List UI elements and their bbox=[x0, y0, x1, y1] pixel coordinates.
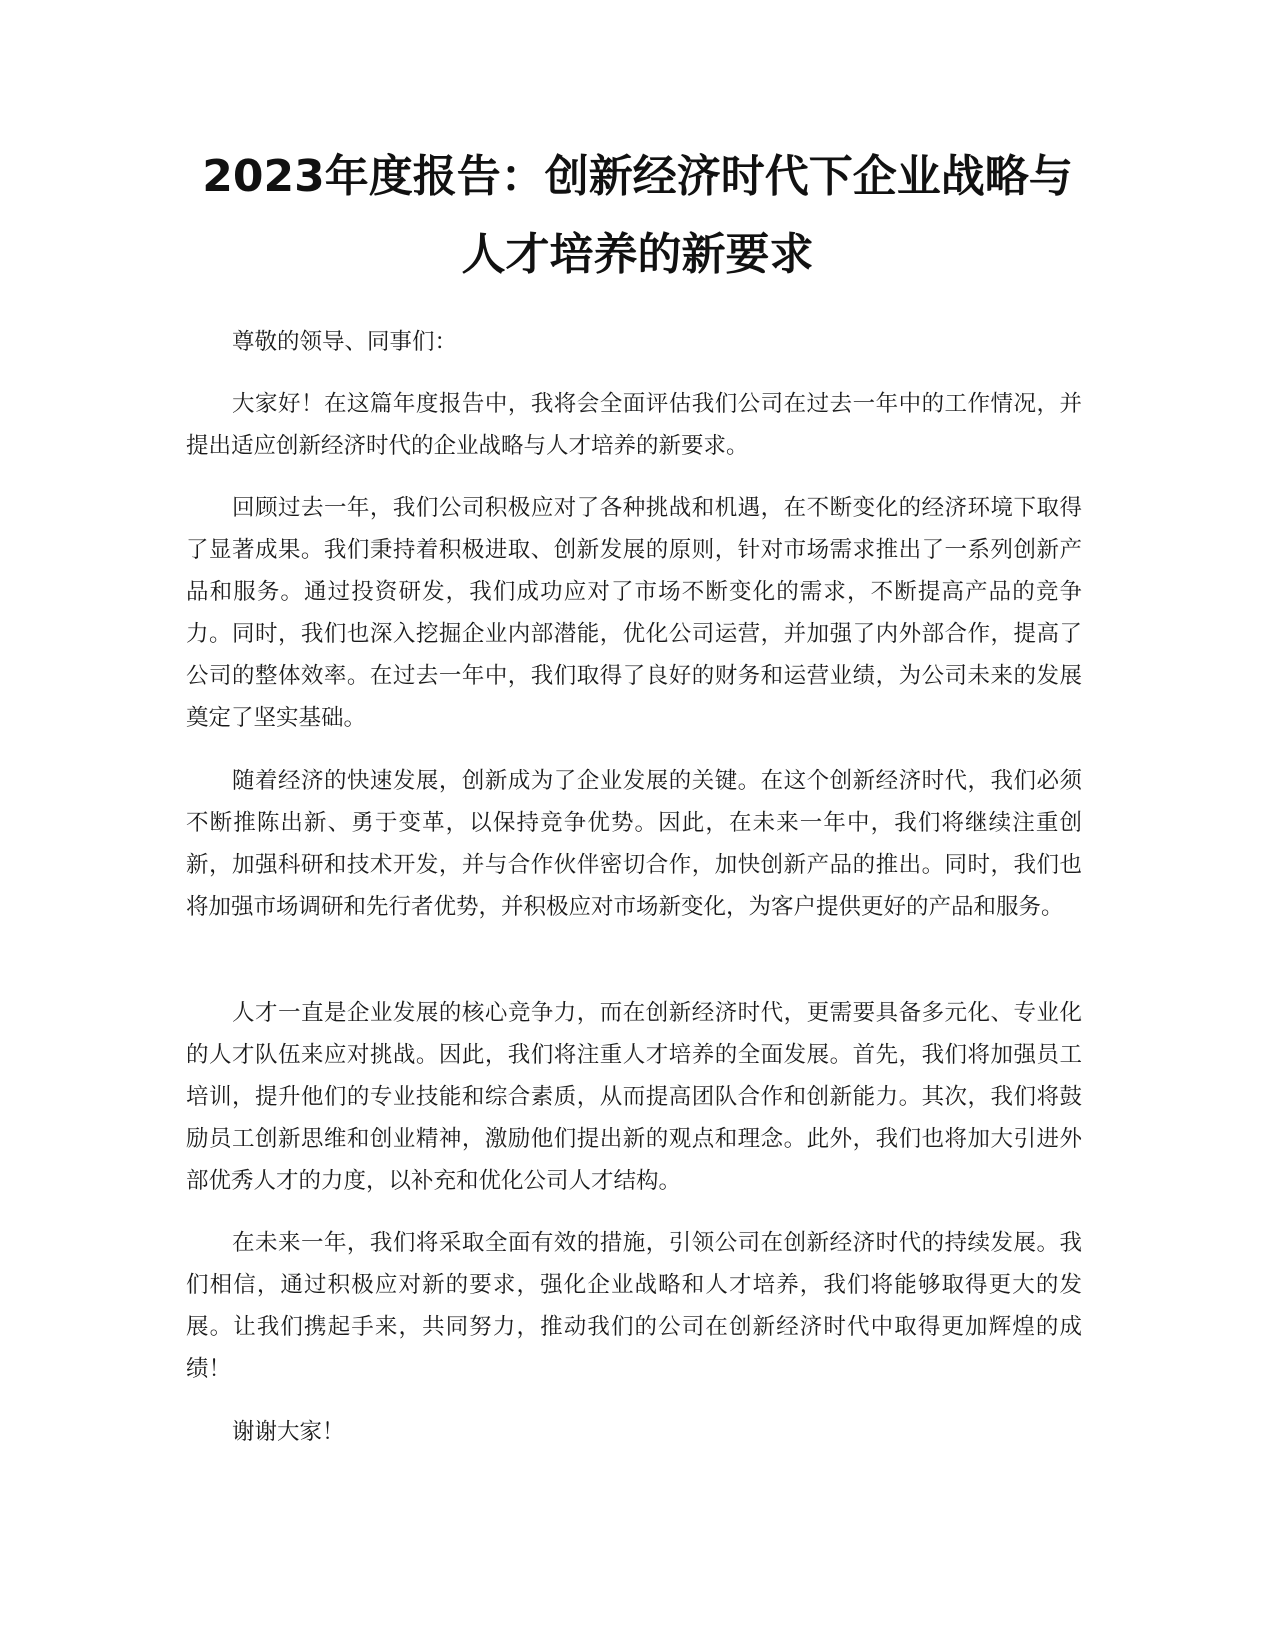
document-title-line-2: 人才培养的新要求 bbox=[461, 229, 814, 280]
salutation-paragraph: 尊敬的领导、同事们： bbox=[232, 329, 458, 355]
outlook-paragraph: 在未来一年，我们将采取全面有效的措施，引领公司在创新经济时代的持续发展。我们相信，通过积极应对新的要求，强化企业战略和人才培养，我们将能够取得更大的发展。让我们携起手来，共同努力，推动我们的公司在创新经济时代中取得更加辉煌的成绩！ bbox=[186, 1230, 1082, 1382]
document-title-line-1: 2023年度报告：创新经济时代下企业战略与 bbox=[202, 151, 1073, 202]
closing-paragraph: 谢谢大家！ bbox=[232, 1419, 345, 1445]
greeting-paragraph: 大家好！在这篇年度报告中，我将会全面评估我们公司在过去一年中的工作情况，并提出适应创新经济时代的企业战略与人才培养的新要求。 bbox=[186, 391, 1082, 459]
innovation-paragraph: 随着经济的快速发展，创新成为了企业发展的关键。在这个创新经济时代，我们必须不断推陈出新、勇于变革，以保持竞争优势。因此，在未来一年中，我们将继续注重创新，加强科研和技术开发，并与合作伙伴密切合作，加快创新产品的推出。同时，我们也将加强市场调研和先行者优势，并积极应对市场新变化，为客户提供更好的产品和服务。 bbox=[186, 768, 1082, 920]
talent-paragraph: 人才一直是企业发展的核心竞争力，而在创新经济时代，更需要具备多元化、专业化的人才队伍来应对挑战。因此，我们将注重人才培养的全面发展。首先，我们将加强员工培训，提升他们的专业技能和综合素质，从而提高团队合作和创新能力。其次，我们将鼓励员工创新思维和创业精神，激励他们提出新的观点和理念。此外，我们也将加大引进外部优秀人才的力度，以补充和优化公司人才结构。 bbox=[186, 1000, 1082, 1194]
review-paragraph: 回顾过去一年，我们公司积极应对了各种挑战和机遇，在不断变化的经济环境下取得了显著成果。我们秉持着积极进取、创新发展的原则，针对市场需求推出了一系列创新产品和服务。通过投资研发，我们成功应对了市场不断变化的需求，不断提高产品的竞争力。同时，我们也深入挖掘企业内部潜能，优化公司运营，并加强了内外部合作，提高了公司的整体效率。在过去一年中，我们取得了良好的财务和运营业绩，为公司未来的发展奠定了坚实基础。 bbox=[186, 495, 1082, 731]
